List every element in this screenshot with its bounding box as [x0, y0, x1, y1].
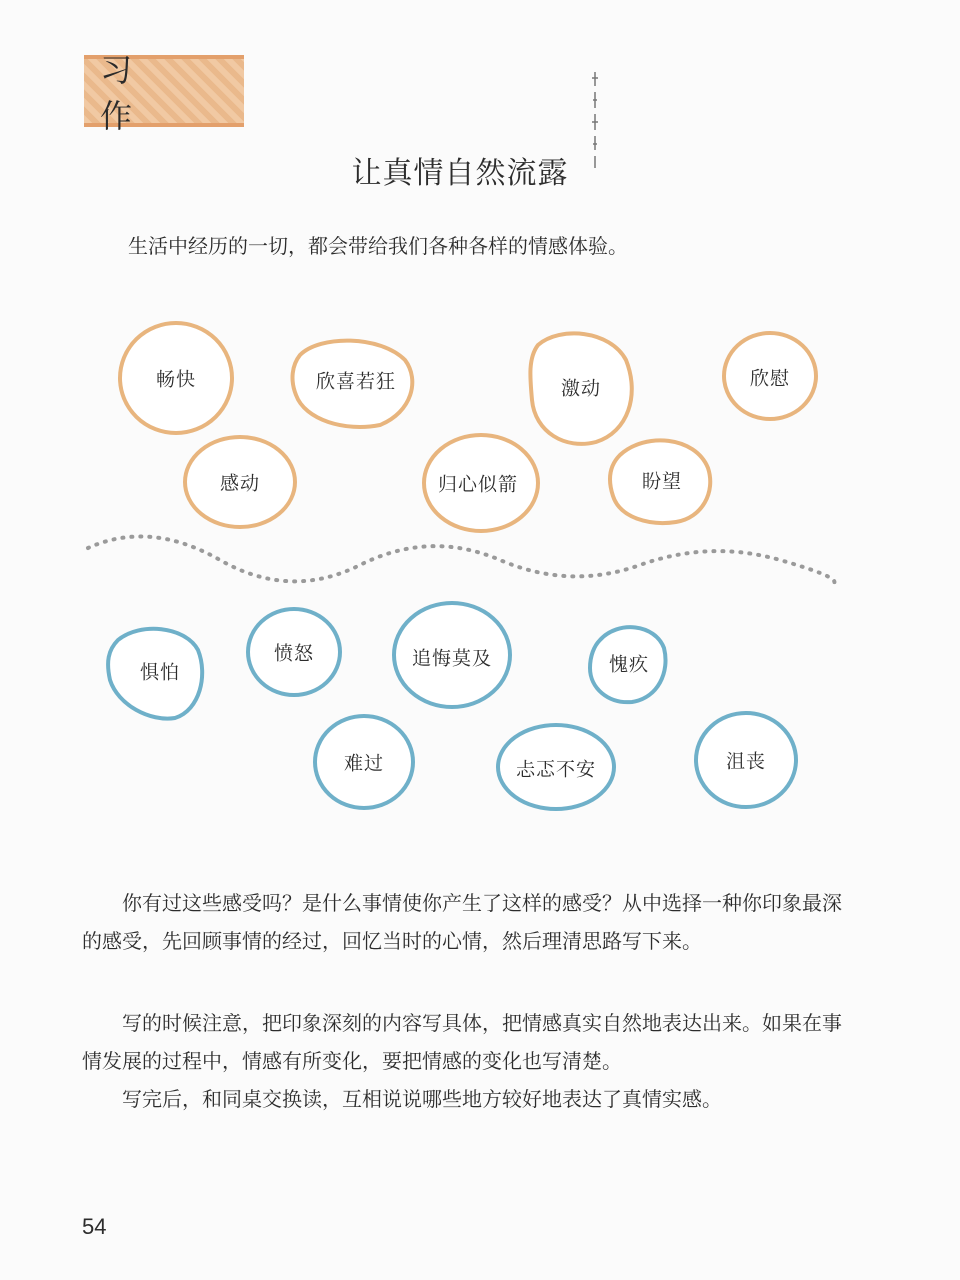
emotion-label: 盼望	[641, 470, 683, 493]
wavy-divider	[88, 536, 834, 585]
emotion-label: 激动	[560, 377, 602, 400]
emotion-label: 忐忑不安	[515, 758, 597, 781]
paragraph: 写完后，和同桌交换读，互相说说哪些地方较好地表达了真情实感。	[122, 1087, 722, 1111]
emotion-label: 欣慰	[749, 367, 791, 390]
page-title: 让真情自然流露	[351, 156, 569, 191]
emotion-label: 愤怒	[273, 642, 315, 665]
emotion-label: 追悔莫及	[411, 647, 493, 670]
intro-text: 生活中经历的一切，都会带给我们各种各样的情感体验。	[128, 234, 628, 258]
emotion-label: 归心似箭	[437, 473, 519, 496]
emotion-label: 惧怕	[139, 661, 181, 684]
emotion-label: 难过	[343, 752, 385, 775]
emotion-label: 感动	[219, 472, 261, 495]
emotion-label: 欣喜若狂	[315, 370, 397, 393]
paragraph: 写的时候注意，把印象深刻的内容写具体，把情感真实自然地表达出来。如果在事情发展的过程中，情感有所变化，要把情感的变化也写清楚。	[82, 1011, 842, 1073]
emotion-label: 愧疚	[608, 653, 650, 676]
section-label: 习 作	[100, 51, 157, 135]
emotion-label: 畅快	[155, 368, 197, 391]
emotion-label: 沮丧	[725, 750, 767, 773]
page-number: 54	[82, 1214, 107, 1239]
paragraph: 你有过这些感受吗？是什么事情使你产生了这样的感受？从中选择一种你印象最深的感受，先回顾事情的经过，回忆当时的心情，然后理清思路写下来。	[82, 891, 842, 953]
